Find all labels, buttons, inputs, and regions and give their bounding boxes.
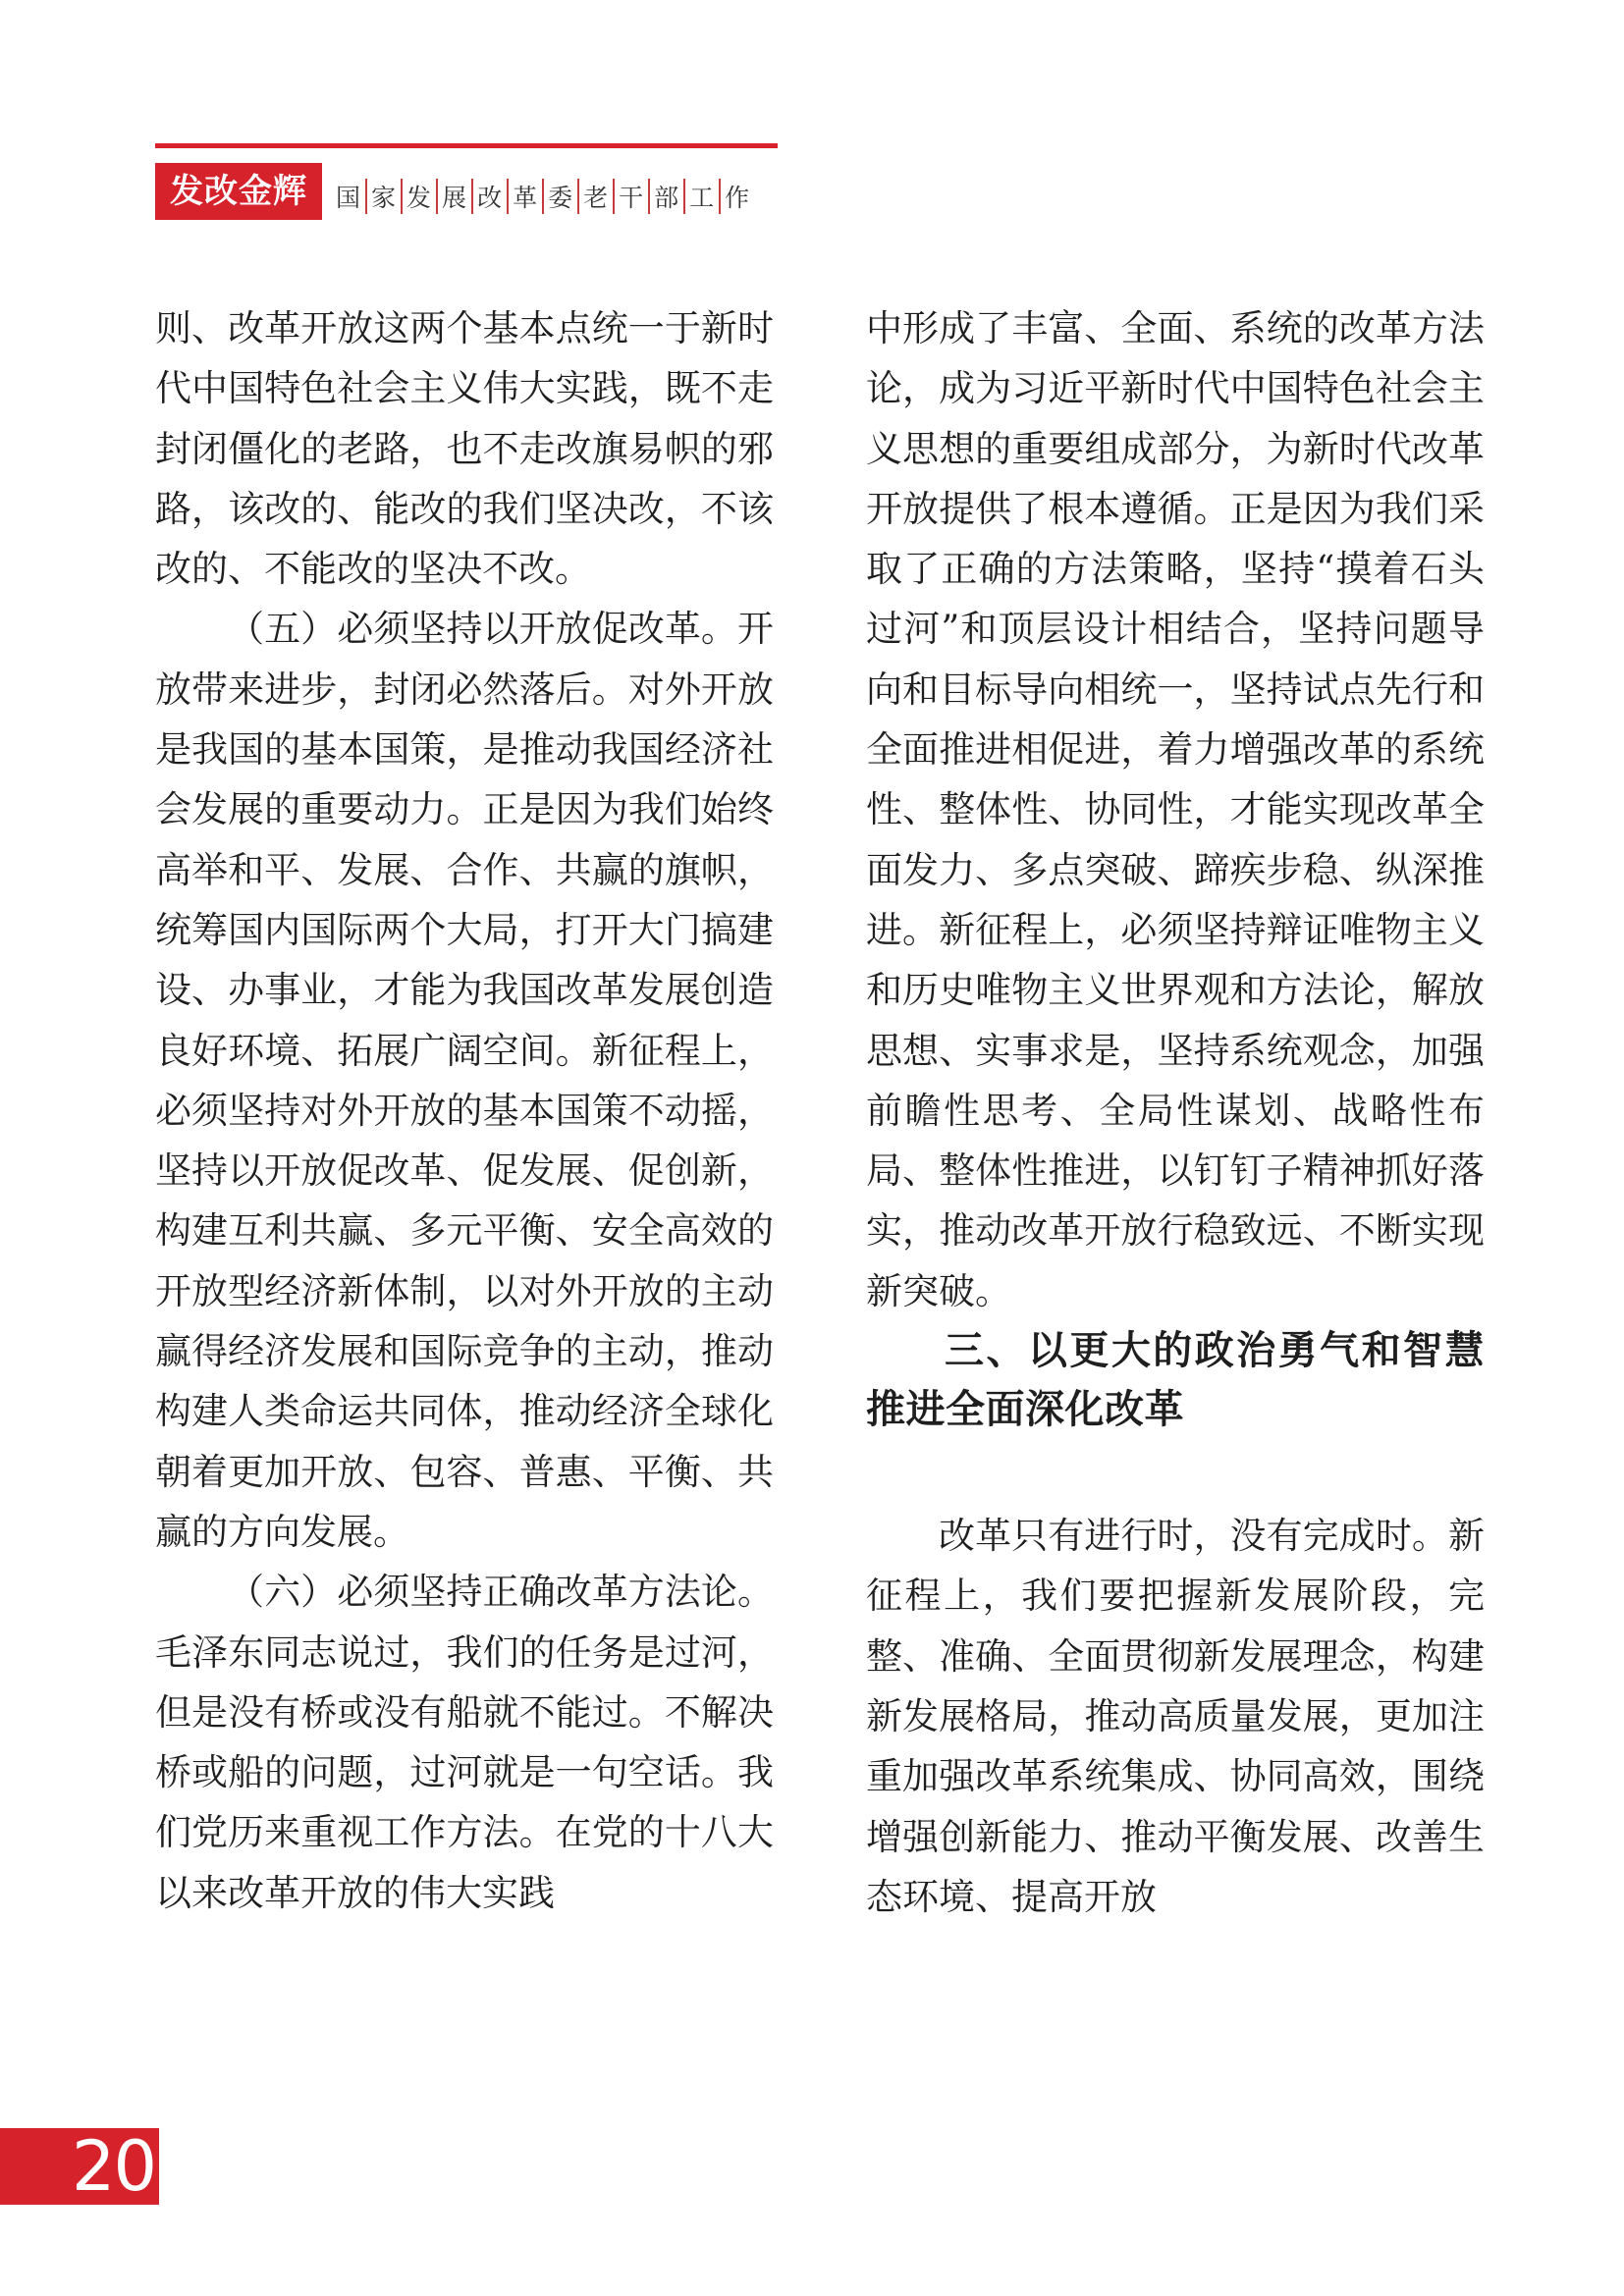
right-column	[866, 298, 1485, 1927]
subtitle-char: 革	[507, 179, 542, 214]
page-number-badge	[0, 2128, 159, 2205]
subtitle-char: 家	[365, 179, 401, 214]
left-column	[155, 298, 774, 1923]
subtitle-char: 国	[336, 184, 361, 212]
subtitle-char: 发	[401, 179, 436, 214]
body-paragraph: （五）必须坚持以开放促改革。开放带来进步，封闭必然落后。对外开放是我国的基本国策，是推动我国经济社会发展的重要动力。正是因为我们始终高举和平、发展、合作、共赢的旗帜，统筹国内国际两个大局，打开大门搞建设、办事业，才能为我国改革发展创造良好环境、拓展广阔空间。新征程上，必须坚持对外开放的基本国策不动摇，坚持以开放促改革、促发展、促创新，构建互利共赢、多元平衡、安全高效的开放型经济新体制，以对外开放的主动赢得经济发展和国际竞争的主动，推动构建人类命运共同体，推动经济全球化朝着更加开放、包容、普惠、平衡、共赢的方向发展。	[155, 608, 774, 1553]
subtitle-char: 干	[613, 179, 648, 214]
publication-logo: 发改金辉	[155, 163, 322, 220]
subtitle-char: 作	[719, 179, 754, 214]
section-heading: 三、以更大的政治勇气和智慧推进全面深化改革	[866, 1327, 1485, 1433]
subtitle-char: 部	[648, 179, 683, 214]
body-paragraph: 中形成了丰富、全面、系统的改革方法论，成为习近平新时代中国特色社会主义思想的重要组成部分，为新时代改革开放提供了根本遵循。正是因为我们采取了正确的方法策略，坚持“摸着石头过河”和顶层设计相结合，坚持问题导向和目标导向相统一，坚持试点先行和全面推进相促进，着力增强改革的系统性、整体性、协同性，才能实现改革全面发力、多点突破、蹄疾步稳、纵深推进。新征程上，必须坚持辩证唯物主义和历史唯物主义世界观和方法论，解放思想、实事求是，坚持系统观念，加强前瞻性思考、全局性谋划、战略性布局、整体性推进，以钉钉子精神抓好落实，推动改革开放行稳致远、不断实现新突破。	[866, 307, 1485, 1312]
header-subtitle	[332, 180, 754, 213]
body-paragraph: 则、改革开放这两个基本点统一于新时代中国特色社会主义伟大实践，既不走封闭僵化的老路，也不走改旗易帜的邪路，该改的、能改的我们坚决改，不该改的、不能改的坚决不改。	[155, 307, 774, 591]
subtitle-char: 老	[577, 179, 613, 214]
subtitle-char: 改	[471, 179, 507, 214]
subtitle-char: 委	[542, 179, 577, 214]
header-rule	[155, 143, 778, 148]
body-paragraph: 改革只有进行时，没有完成时。新征程上，我们要把握新发展阶段，完整、准确、全面贯彻新发展理念，构建新发展格局，推动高质量发展，更加注重加强改革系统集成、协同高效，围绕增强创新能力、推动平衡发展、改善生态环境、提高开放	[866, 1515, 1485, 1918]
body-paragraph: （六）必须坚持正确改革方法论。毛泽东同志说过，我们的任务是过河，但是没有桥或没有船就不能过。不解决桥或船的问题，过河就是一句空话。我们党历来重视工作方法。在党的十八大以来改革开放的伟大实践	[155, 1571, 774, 1914]
subtitle-char: 展	[436, 179, 471, 214]
page-number: 20	[71, 2126, 155, 2207]
subtitle-char: 工	[683, 179, 719, 214]
